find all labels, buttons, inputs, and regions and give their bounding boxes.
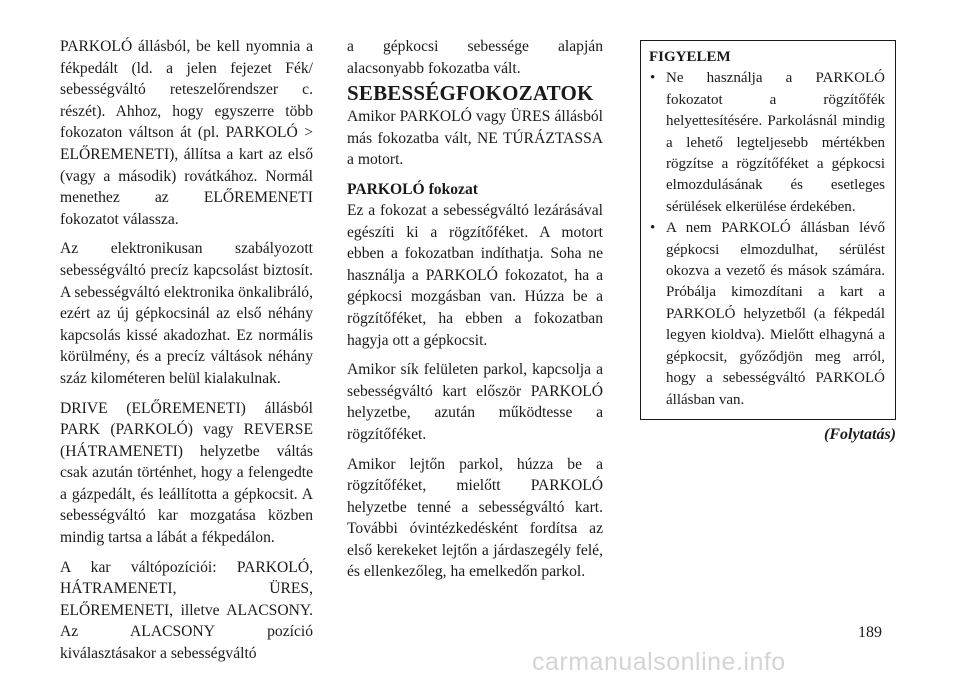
paragraph-park-gear: Ez a fokozat a sebességváltó lezárásával egészíti ki a rögzítőféket. A motort ebben a fokozatban indíthatja. Soha ne használja a PARKOLÓ fokozatot, ha a gépkocsi mozgásban van. Húzza be a rögzítőféket, ha ebben a fokozatban hagyja ott a gépkocsit.: [347, 201, 603, 349]
bullet-icon: •: [650, 220, 656, 237]
paragraph-flat-parking: Amikor sík felületen parkol, kapcsolja a sebességváltó kart először PARKOLÓ helyzetbe, azután működtesse a rögzítőféket.: [347, 361, 603, 443]
paragraph-electronic-control: Az elektronikusan szabályozott sebességváltó precíz kapcsolást biztosít. A sebességváltó elektronika önkalibráló, ezért az új gépkocsinál az első néhány kapcsolás kissé akadozhat. Ez normális körülmény, és a precíz váltások néhány száz kilométeren belül kialakulnak.: [60, 240, 313, 387]
watermark: carmanualsonline.info: [532, 648, 786, 676]
warning-item-text: Ne használja a PARKOLÓ fokozatot a rögzítőfék helyettesítésére. Parkolásnál mindig a lehető legteljesebb mértékben rögzítse a rögzítőféket a gépkocsi elmozdulásának és esetleges sérülések elkerülése érdekében.: [666, 70, 885, 215]
warning-item-text: A nem PARKOLÓ állásban lévő gépkocsi elmozdulhat, sérülést okozva a vezető és mások számára. Próbálja kimozdítani a kart a PARKOLÓ helyzetből (a fékpedál legyen kioldva). Mielőtt elhagyná a gépkocsit, győződjön meg arról, hogy a sebességváltó PARKOLÓ állásban van.: [666, 220, 885, 408]
warning-item: [649, 218, 885, 411]
paragraph-slope-parking: Amikor lejtőn parkol, húzza be a rögzítőféket, mielőtt PARKOLÓ helyzetbe tenné a sebességváltó kart. További óvintézkedésként fordítsa az első kerekeket lejtőn a járdaszegély felé, és ellenkezőleg, ha emelkedőn parkol.: [347, 455, 603, 581]
left-column: [60, 36, 313, 673]
middle-column: [347, 36, 603, 591]
bullet-icon: •: [650, 70, 656, 87]
warning-item: [649, 68, 885, 218]
warning-list: [649, 68, 885, 411]
paragraph-drive-to-park: DRIVE (ELŐREMENETI) állásból PARK (PARKOLÓ) vagy REVERSE (HÁTRAMENETI) helyzetbe váltás csak azután történhet, hogy a felengedte a gázpedált, és leállította a gépkocsit. A sebességváltó kar mozgatása közben mindig tartsa a lábát a fékpedálon.: [60, 399, 313, 547]
warning-title: FIGYELEM: [649, 49, 731, 65]
paragraph-section-intro: Amikor PARKOLÓ vagy ÜRES állásból más fokozatba vált, NE TÚRÁZTASSA a motort.: [347, 108, 603, 169]
subsection-title: PARKOLÓ fokozat: [347, 180, 478, 198]
right-column: [640, 40, 896, 446]
paragraph-park-shift: PARKOLÓ állásból, be kell nyomnia a fékpedált (ld. a jelen fejezet Fék/ sebességváltó reteszelőrendszer c. részét). Ahhoz, hogy egyszerre több fokozaton váltson át (pl. PARKOLÓ > ELŐREMENETI), állítsa a kart az első (vagy a második) rovátkához. Normál menethez az ELŐREMENETI fokozatot válassza.: [60, 38, 313, 228]
warning-box: [640, 40, 896, 420]
paragraph-lever-positions: A kar váltópozíciói: PARKOLÓ, HÁTRAMENETI, ÜRES, ELŐREMENETI, illetve ALACSONY. Az ALACSONY pozíció kiválasztásakor a sebességváltó: [60, 558, 313, 663]
page-number: 189: [858, 624, 882, 641]
section-title: SEBESSÉGFOKOZATOK: [347, 81, 594, 106]
paragraph-continuation: a gépkocsi sebessége alapján alacsonyabb fokozatba vált.: [347, 38, 603, 77]
continued-label: (Folytatás): [824, 425, 896, 443]
